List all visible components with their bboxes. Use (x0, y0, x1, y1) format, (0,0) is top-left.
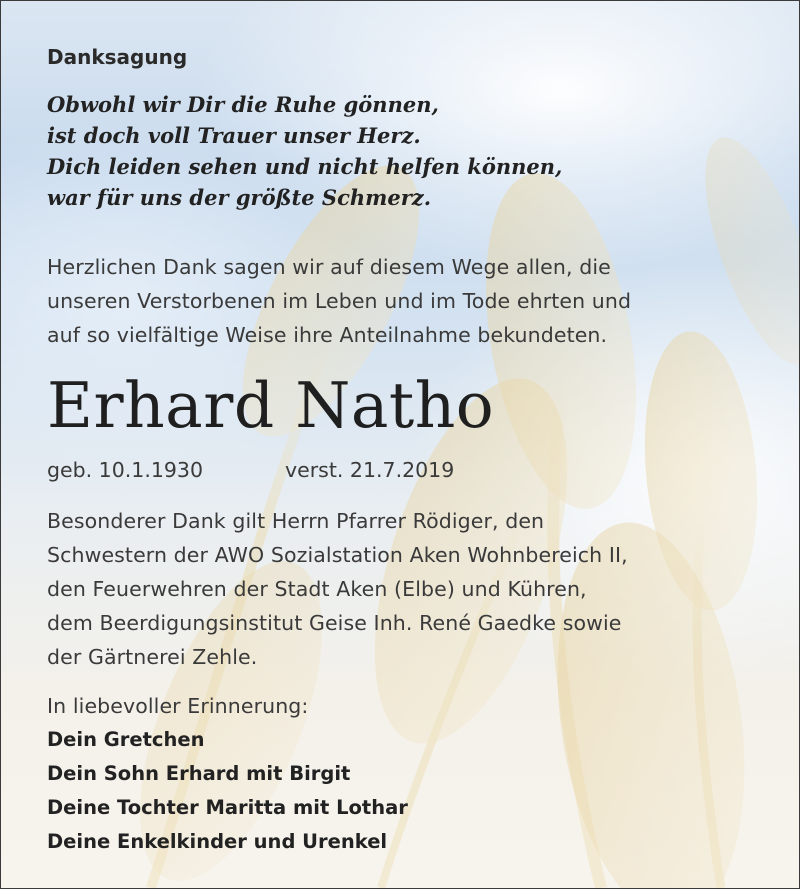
poem-line: Dich leiden sehen und nicht helfen können, (47, 154, 563, 179)
text-line: den Feuerwehren der Stadt Aken (Elbe) und Kühren, (47, 577, 587, 601)
general-thanks-paragraph (47, 250, 631, 352)
heading: Danksagung (47, 45, 188, 69)
signer-name: Dein Sohn Erhard mit Birgit (47, 762, 351, 785)
text-line: Besonderer Dank gilt Herrn Pfarrer Rödiger, den (47, 509, 545, 533)
poem (47, 89, 562, 213)
signer-name: Deine Enkelkinder und Urenkel (47, 830, 388, 853)
deceased-name: Erhard Natho (47, 369, 495, 442)
poem-line: war für uns der größte Schmerz. (47, 185, 432, 210)
signer-name: Dein Gretchen (47, 728, 205, 751)
death-date: verst. 21.7.2019 (285, 458, 455, 482)
text-line: unseren Verstorbenen im Leben und im Tode ehrten und (47, 289, 632, 313)
text-line: Schwestern der AWO Sozialstation Aken Wohnbereich II, (47, 543, 628, 567)
poem-line: ist doch voll Trauer unser Herz. (47, 123, 421, 148)
obituary-content (1, 1, 799, 888)
text-line: Herzlichen Dank sagen wir auf diesem Wege allen, die (47, 255, 611, 279)
text-line: auf so vielfältige Weise ihre Anteilnahme bekundeten. (47, 323, 608, 347)
birth-date: geb. 10.1.1930 (47, 458, 204, 482)
poem-line: Obwohl wir Dir die Ruhe gönnen, (47, 92, 439, 117)
signoff (47, 689, 408, 859)
signoff-intro: In liebevoller Erinnerung: (47, 694, 309, 718)
text-line: dem Beerdigungsinstitut Geise Inh. René Gaedke sowie (47, 611, 622, 635)
life-dates (47, 453, 454, 487)
text-line: der Gärtnerei Zehle. (47, 645, 258, 669)
signer-name: Deine Tochter Maritta mit Lothar (47, 796, 408, 819)
special-thanks-paragraph (47, 504, 628, 674)
